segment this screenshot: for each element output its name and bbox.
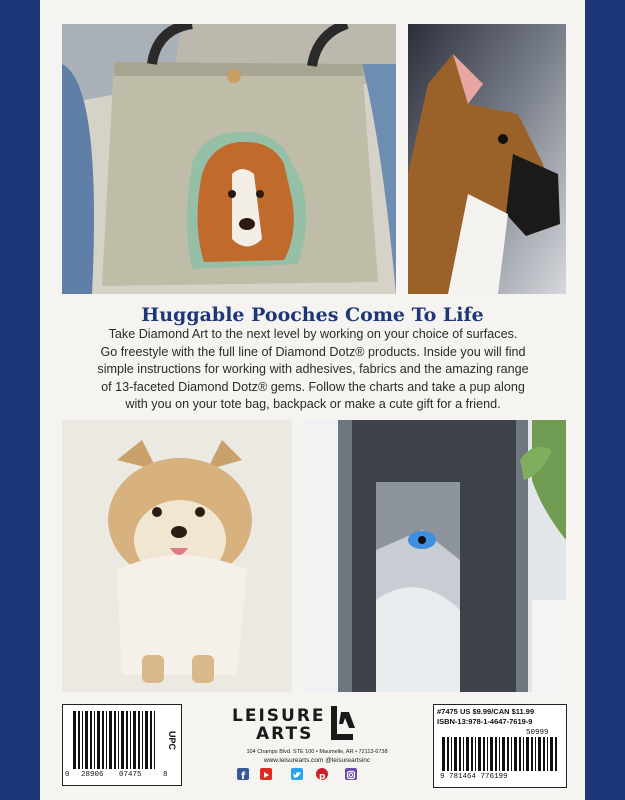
tote-bag-photo [62,24,396,294]
svg-text:f: f [241,771,246,781]
boxer-photo [408,24,566,294]
description-line: simple instructions for working with adhesives, fabrics and the amazing range [97,362,529,377]
isbn-digits: 9 781464 776199 [440,773,508,781]
upc-bars [73,711,159,769]
headline: Huggable Pooches Come To Life [141,304,484,326]
pomeranian-photo [62,420,292,692]
husky-frame-photo [302,420,566,692]
upc-digits-group2: 07475 [119,771,142,779]
upc-label: UPC [167,731,177,751]
instagram-icon[interactable] [345,768,357,780]
leisure-arts-emblem-icon [327,706,357,742]
logo-word-arts: ARTS [256,724,314,744]
upc-barcode [62,704,182,786]
publisher-web: www.leisurearts.com @leisureartsinc [263,757,371,764]
isbn-bars [442,737,558,771]
description-line: with you on your tote bag, backpack or make a cute gift for a friend. [125,397,501,412]
youtube-icon[interactable] [260,768,272,780]
publisher-address: 104 Champs Blvd. STE 100 • Maumelle, AR • 72113-6738 [246,749,388,755]
svg-text:p: p [319,772,326,781]
addon-digits: 50999 [526,729,549,737]
pinterest-icon[interactable] [316,768,328,780]
upc-digits-group1: 28906 [81,771,104,779]
description-line: Go freestyle with the full line of Diamond Dotz® products. Inside you will find [100,344,526,359]
description [58,326,568,414]
isbn-barcode [433,704,567,788]
description-line: of 13-faceted Diamond Dotz® gems. Follow the charts and take a pup along [101,379,525,394]
isbn-line: ISBN-13:978-1-4647-7619-9 [437,717,533,726]
logo-word-leisure: LEISURE [232,706,326,726]
upc-digit-left: 0 [65,771,70,779]
price-line: #7475 US $9.99/CAN $11.99 [437,707,535,716]
twitter-icon[interactable] [291,768,303,780]
upc-digit-right: 8 [163,771,168,779]
description-line: Take Diamond Art to the next level by working on your choice of surfaces. [108,327,518,341]
facebook-icon[interactable] [237,768,249,780]
